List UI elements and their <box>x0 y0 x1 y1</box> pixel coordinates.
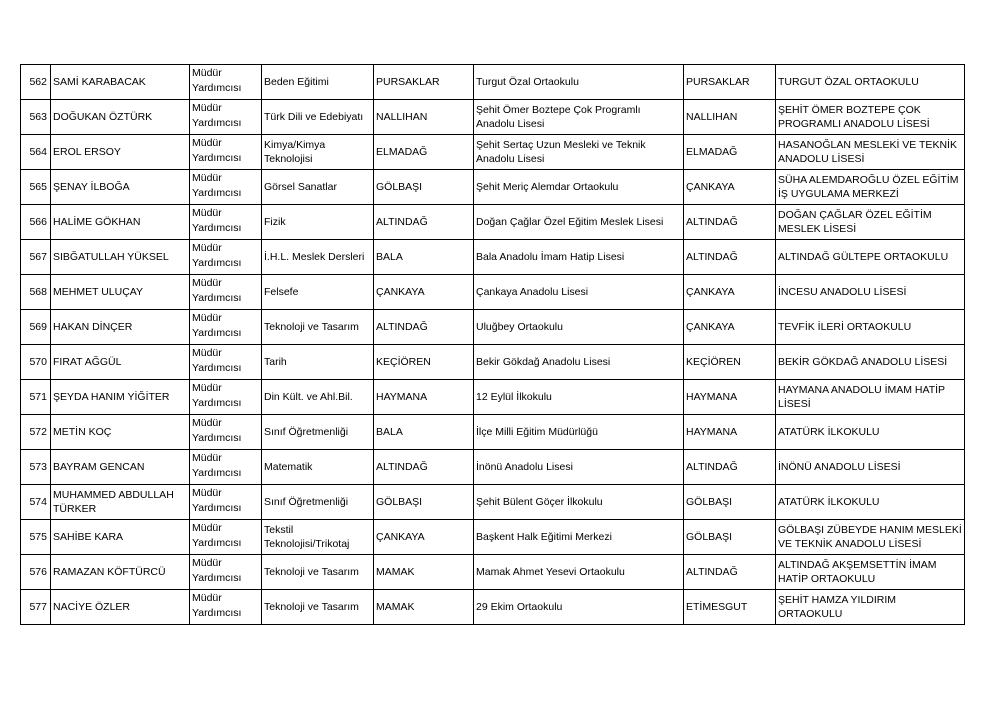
current-school-cell: İlçe Milli Eğitim Müdürlüğü <box>474 415 684 450</box>
staff-name-cell: EROL ERSOY <box>51 135 190 170</box>
current-school-cell: Şehit Ömer Boztepe Çok Programlı Anadolu Lisesi <box>474 100 684 135</box>
staff-role-cell: Müdür Yardımcısı <box>190 275 262 310</box>
current-school-cell: Çankaya Anadolu Lisesi <box>474 275 684 310</box>
row-number-cell: 571 <box>21 380 51 415</box>
staff-role-cell: Müdür Yardımcısı <box>190 240 262 275</box>
staff-role-cell: Müdür Yardımcısı <box>190 135 262 170</box>
staff-role-cell: Müdür Yardımcısı <box>190 450 262 485</box>
assigned-school-cell: ATATÜRK İLKOKULU <box>776 415 965 450</box>
staff-role-cell: Müdür Yardımcısı <box>190 415 262 450</box>
table-row <box>21 205 965 240</box>
current-school-cell: Doğan Çağlar Özel Eğitim Meslek Lisesi <box>474 205 684 240</box>
assigned-school-cell: ŞEHİT ÖMER BOZTEPE ÇOK PROGRAMLI ANADOLU LİSESİ <box>776 100 965 135</box>
branch-cell: Sınıf Öğretmenliği <box>262 485 374 520</box>
assigned-school-cell: BEKİR GÖKDAĞ ANADOLU LİSESİ <box>776 345 965 380</box>
assigned-district-cell: ÇANKAYA <box>684 310 776 345</box>
row-number-cell: 567 <box>21 240 51 275</box>
branch-cell: Beden Eğitimi <box>262 65 374 100</box>
assigned-school-cell: İNCESU ANADOLU LİSESİ <box>776 275 965 310</box>
staff-name-cell: RAMAZAN KÖFTÜRCÜ <box>51 555 190 590</box>
current-school-cell: 12 Eylül İlkokulu <box>474 380 684 415</box>
current-school-cell: Şehit Sertaç Uzun Mesleki ve Teknik Anadolu Lisesi <box>474 135 684 170</box>
assigned-school-cell: HAYMANA ANADOLU İMAM HATİP LİSESİ <box>776 380 965 415</box>
assigned-district-cell: ALTINDAĞ <box>684 450 776 485</box>
table-row <box>21 135 965 170</box>
staff-name-cell: METİN KOÇ <box>51 415 190 450</box>
table-row <box>21 520 965 555</box>
row-number-cell: 577 <box>21 590 51 625</box>
row-number-cell: 573 <box>21 450 51 485</box>
table-row <box>21 240 965 275</box>
row-number-cell: 568 <box>21 275 51 310</box>
table-row <box>21 100 965 135</box>
current-school-cell: Mamak Ahmet Yesevi Ortaokulu <box>474 555 684 590</box>
staff-role-cell: Müdür Yardımcısı <box>190 485 262 520</box>
assigned-school-cell: SÜHA ALEMDAROĞLU ÖZEL EĞİTİM İŞ UYGULAMA MERKEZİ <box>776 170 965 205</box>
table-row <box>21 415 965 450</box>
table-row <box>21 590 965 625</box>
current-district-cell: GÖLBAŞI <box>374 485 474 520</box>
assigned-school-cell: TEVFİK İLERİ ORTAOKULU <box>776 310 965 345</box>
branch-cell: Sınıf Öğretmenliği <box>262 415 374 450</box>
staff-name-cell: DOĞUKAN ÖZTÜRK <box>51 100 190 135</box>
assigned-school-cell: İNÖNÜ ANADOLU LİSESİ <box>776 450 965 485</box>
assigned-district-cell: NALLIHAN <box>684 100 776 135</box>
table-row <box>21 555 965 590</box>
staff-name-cell: HALİME GÖKHAN <box>51 205 190 240</box>
table-row <box>21 380 965 415</box>
staff-name-cell: HAKAN DİNÇER <box>51 310 190 345</box>
current-school-cell: Bekir Gökdağ Anadolu Lisesi <box>474 345 684 380</box>
row-number-cell: 563 <box>21 100 51 135</box>
staff-role-cell: Müdür Yardımcısı <box>190 100 262 135</box>
current-school-cell: Şehit Meriç Alemdar Ortaokulu <box>474 170 684 205</box>
assigned-school-cell: ALTINDAĞ AKŞEMSETTİN İMAM HATİP ORTAOKULU <box>776 555 965 590</box>
assigned-district-cell: ALTINDAĞ <box>684 555 776 590</box>
assigned-school-cell: ŞEHİT HAMZA YILDIRIM ORTAOKULU <box>776 590 965 625</box>
staff-name-cell: ŞENAY İLBOĞA <box>51 170 190 205</box>
staff-role-cell: Müdür Yardımcısı <box>190 345 262 380</box>
assigned-school-cell: GÖLBAŞI ZÜBEYDE HANIM MESLEKİ VE TEKNİK ANADOLU LİSESİ <box>776 520 965 555</box>
current-district-cell: BALA <box>374 415 474 450</box>
current-school-cell: 29 Ekim Ortaokulu <box>474 590 684 625</box>
current-district-cell: ÇANKAYA <box>374 275 474 310</box>
row-number-cell: 569 <box>21 310 51 345</box>
current-district-cell: ÇANKAYA <box>374 520 474 555</box>
table-row <box>21 310 965 345</box>
assignment-table <box>20 64 965 625</box>
table-row <box>21 65 965 100</box>
table-row <box>21 275 965 310</box>
assigned-district-cell: KEÇİÖREN <box>684 345 776 380</box>
branch-cell: Teknoloji ve Tasarım <box>262 590 374 625</box>
table-row <box>21 450 965 485</box>
staff-name-cell: SIBĞATULLAH YÜKSEL <box>51 240 190 275</box>
assigned-district-cell: ETİMESGUT <box>684 590 776 625</box>
assigned-district-cell: ELMADAĞ <box>684 135 776 170</box>
assigned-district-cell: GÖLBAŞI <box>684 485 776 520</box>
staff-role-cell: Müdür Yardımcısı <box>190 170 262 205</box>
assigned-school-cell: HASANOĞLAN MESLEKİ VE TEKNİK ANADOLU LİSESİ <box>776 135 965 170</box>
assigned-school-cell: DOĞAN ÇAĞLAR ÖZEL EĞİTİM MESLEK LİSESİ <box>776 205 965 240</box>
current-district-cell: ALTINDAĞ <box>374 205 474 240</box>
assigned-school-cell: ATATÜRK İLKOKULU <box>776 485 965 520</box>
row-number-cell: 562 <box>21 65 51 100</box>
assigned-district-cell: GÖLBAŞI <box>684 520 776 555</box>
branch-cell: Teknoloji ve Tasarım <box>262 555 374 590</box>
row-number-cell: 574 <box>21 485 51 520</box>
current-district-cell: HAYMANA <box>374 380 474 415</box>
staff-role-cell: Müdür Yardımcısı <box>190 310 262 345</box>
current-school-cell: İnönü Anadolu Lisesi <box>474 450 684 485</box>
branch-cell: İ.H.L. Meslek Dersleri <box>262 240 374 275</box>
branch-cell: Türk Dili ve Edebiyatı <box>262 100 374 135</box>
assigned-district-cell: ÇANKAYA <box>684 275 776 310</box>
assigned-district-cell: ÇANKAYA <box>684 170 776 205</box>
row-number-cell: 576 <box>21 555 51 590</box>
staff-role-cell: Müdür Yardımcısı <box>190 205 262 240</box>
current-district-cell: KEÇİÖREN <box>374 345 474 380</box>
row-number-cell: 564 <box>21 135 51 170</box>
staff-role-cell: Müdür Yardımcısı <box>190 65 262 100</box>
staff-role-cell: Müdür Yardımcısı <box>190 555 262 590</box>
assigned-district-cell: HAYMANA <box>684 380 776 415</box>
current-district-cell: NALLIHAN <box>374 100 474 135</box>
staff-name-cell: MEHMET ULUÇAY <box>51 275 190 310</box>
current-school-cell: Şehit Bülent Göçer İlkokulu <box>474 485 684 520</box>
assigned-district-cell: ALTINDAĞ <box>684 240 776 275</box>
assigned-school-cell: ALTINDAĞ GÜLTEPE ORTAOKULU <box>776 240 965 275</box>
table-body <box>21 65 965 625</box>
branch-cell: Tarih <box>262 345 374 380</box>
staff-name-cell: SAHİBE KARA <box>51 520 190 555</box>
branch-cell: Felsefe <box>262 275 374 310</box>
staff-role-cell: Müdür Yardımcısı <box>190 590 262 625</box>
row-number-cell: 570 <box>21 345 51 380</box>
staff-name-cell: SAMİ KARABACAK <box>51 65 190 100</box>
row-number-cell: 572 <box>21 415 51 450</box>
current-district-cell: MAMAK <box>374 590 474 625</box>
table-row <box>21 170 965 205</box>
assigned-school-cell: TURGUT ÖZAL ORTAOKULU <box>776 65 965 100</box>
branch-cell: Görsel Sanatlar <box>262 170 374 205</box>
row-number-cell: 565 <box>21 170 51 205</box>
assigned-district-cell: ALTINDAĞ <box>684 205 776 240</box>
row-number-cell: 575 <box>21 520 51 555</box>
staff-name-cell: BAYRAM GENCAN <box>51 450 190 485</box>
staff-name-cell: MUHAMMED ABDULLAH TÜRKER <box>51 485 190 520</box>
branch-cell: Din Kült. ve Ahl.Bil. <box>262 380 374 415</box>
current-district-cell: ALTINDAĞ <box>374 450 474 485</box>
current-district-cell: ELMADAĞ <box>374 135 474 170</box>
staff-name-cell: NACİYE ÖZLER <box>51 590 190 625</box>
staff-name-cell: FIRAT AĞGÜL <box>51 345 190 380</box>
staff-role-cell: Müdür Yardımcısı <box>190 380 262 415</box>
current-district-cell: PURSAKLAR <box>374 65 474 100</box>
current-district-cell: BALA <box>374 240 474 275</box>
assigned-district-cell: HAYMANA <box>684 415 776 450</box>
branch-cell: Fizik <box>262 205 374 240</box>
current-district-cell: GÖLBAŞI <box>374 170 474 205</box>
row-number-cell: 566 <box>21 205 51 240</box>
assigned-district-cell: PURSAKLAR <box>684 65 776 100</box>
staff-name-cell: ŞEYDA HANIM YİĞİTER <box>51 380 190 415</box>
current-district-cell: MAMAK <box>374 555 474 590</box>
current-school-cell: Başkent Halk Eğitimi Merkezi <box>474 520 684 555</box>
branch-cell: Matematik <box>262 450 374 485</box>
current-school-cell: Uluğbey Ortaokulu <box>474 310 684 345</box>
branch-cell: Kimya/Kimya Teknolojisi <box>262 135 374 170</box>
table-row <box>21 485 965 520</box>
current-school-cell: Bala Anadolu İmam Hatip Lisesi <box>474 240 684 275</box>
branch-cell: Teknoloji ve Tasarım <box>262 310 374 345</box>
staff-role-cell: Müdür Yardımcısı <box>190 520 262 555</box>
table-row <box>21 345 965 380</box>
branch-cell: Tekstil Teknolojisi/Trikotaj <box>262 520 374 555</box>
current-school-cell: Turgut Özal Ortaokulu <box>474 65 684 100</box>
current-district-cell: ALTINDAĞ <box>374 310 474 345</box>
